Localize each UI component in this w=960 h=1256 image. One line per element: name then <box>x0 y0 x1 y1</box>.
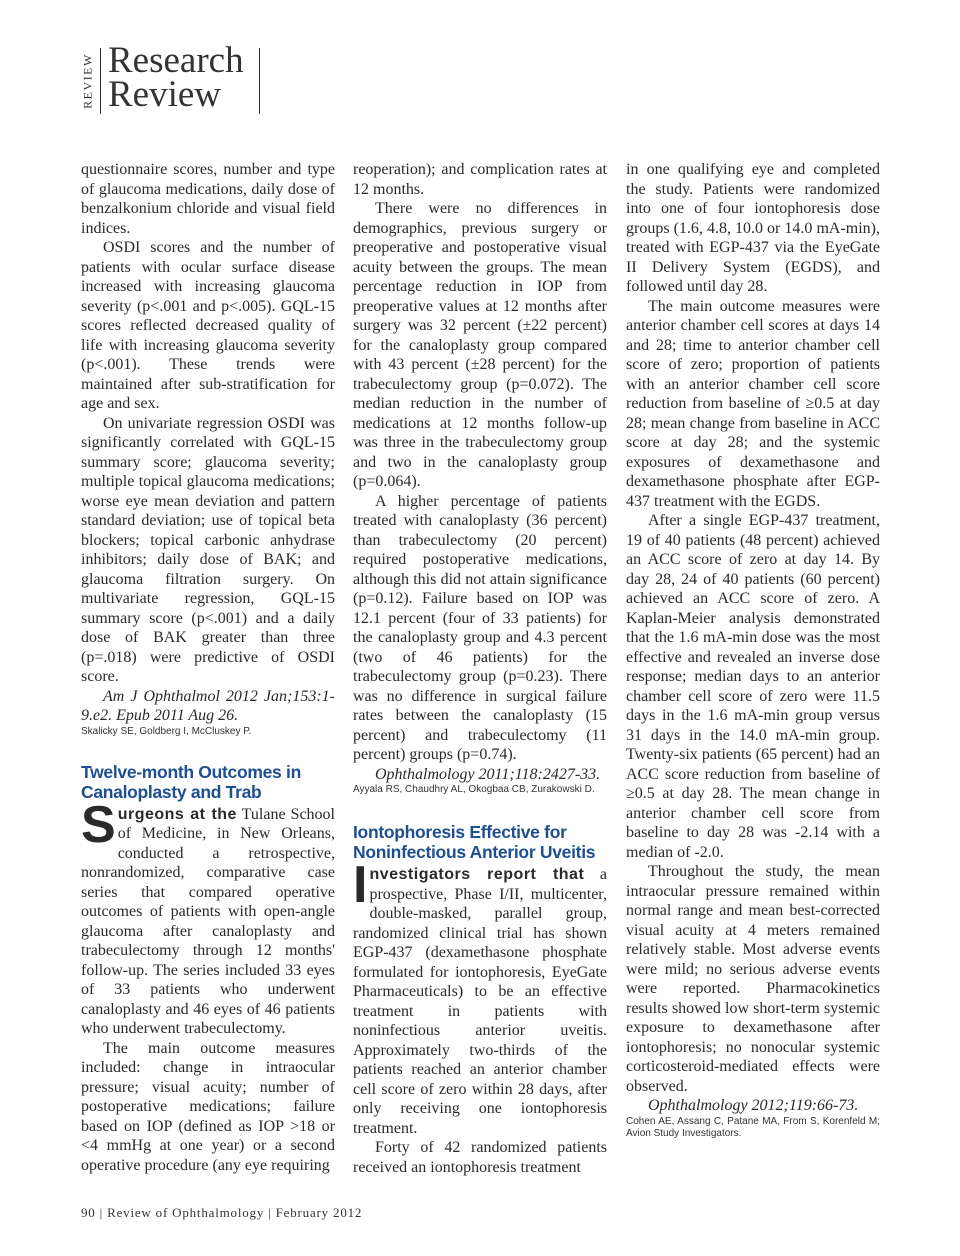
lead-in: urgeons at the <box>117 805 237 823</box>
article-heading: Iontophoresis Effective for Noninfectious Anterior Uveitis <box>353 822 596 862</box>
article-heading: Twelve-month Outcomes in Canaloplasty and Trab <box>81 761 302 802</box>
drop-cap: I <box>353 856 368 914</box>
section-vertical-label: REVIEW <box>80 53 95 109</box>
drop-cap: S <box>81 795 116 854</box>
masthead-rule-left <box>100 48 101 114</box>
paragraph: OSDI scores and the number of patients with ocular surface disease increased with increasing glaucoma severity (p<.001 and p<.005). GQL-15 scores reflected decreased quality of life with increasing glaucoma severity (p<.001). These trends were maintained after sub-stratification for age and sex. <box>81 239 335 412</box>
citation: Ophthalmology 2011;118:2427-33. <box>375 765 601 783</box>
column-2 <box>353 160 607 1177</box>
article-intro: Surgeons at the Tulane School of Medicine, in New Orleans, conducted a retrospective, nonrandomized, comparative case series that compared operative outcomes of patients with open-angle glaucoma after canaloplasty and trabeculectomy through 12 months' follow-up. The series included 33 eyes of 33 patients who underwent canaloplasty and 46 eyes of 46 patients who underwent trabeculectomy. <box>81 795 335 1037</box>
paragraph: There were no differences in demographics, previous surgery or preoperative and postoperative visual acuity between the groups. The mean percentage reduction in IOP from preoperative values at 12 months after surgery was 32 percent (±22 percent) for the canaloplasty group compared with 43 percent (±28 percent) for the trabeculectomy group (p=0.072). The median reduction in the number of medications at 12 months follow-up was three in the trabeculectomy group and two in the canaloplasty group (p=0.064). <box>353 200 607 490</box>
masthead-rule-right <box>259 48 260 114</box>
masthead-title: Research Review <box>108 40 244 115</box>
citation: Am J Ophthalmol 2012 Jan;153:1-9.e2. Epub 2011 Aug 26. <box>81 687 335 724</box>
column-1 <box>81 160 335 1175</box>
paragraph: Throughout the study, the mean intraocular pressure remained within normal range and mean best-corrected visual acuity at 4 meters remained relatively stable. Most adverse events were mild; no serious adverse events were reported. Pharmacokinetics results showed low short-term systemic exposure to dexamethasone after iontophoresis; no nonocular systemic corticosteroid-mediated effects were observed. <box>626 863 880 1095</box>
paragraph: Forty of 42 randomized patients received an iontophoresis treatment <box>353 1139 607 1176</box>
paragraph: The main outcome measures included: change in intraocular pressure; visual acuity; number of postoperative medications; failure based on IOP (defined as IOP >18 or <4 mmHg at one year) or a second operative procedure (any eye requiring <box>81 1039 335 1174</box>
authors: Cohen AE, Assang C, Patane MA, From S, Korenfeld M; Avion Study Investigators. <box>626 1115 880 1139</box>
paragraph: The main outcome measures were anterior chamber cell scores at days 14 and 28; time to anterior chamber cell score of zero; proportion of patients with an anterior chamber cell score reduction from baseline of ≥0.5 at day 28; mean change from baseline in ACC score at day 28; and the systemic exposures of dexamethasone and dexamethasone phosphate after EGP-437 treatment with the EGDS. <box>626 297 880 510</box>
lead-in: nvestigators report that <box>369 866 585 883</box>
paragraph: in one qualifying eye and completed the study. Patients were randomized into one of four iontophoresis dose groups (1.6, 4.8, 10.0 or 14.0 mA-min), treated with EGP-437 via the EyeGate II Delivery System (EGDS), and followed until day 28. <box>626 161 880 295</box>
page-footer: 90 | Review of Ophthalmology | February 2012 <box>81 1205 363 1220</box>
paragraph: questionnaire scores, number and type of glaucoma medications, daily dose of benzalkonium chloride and visual field indices. <box>81 161 335 237</box>
citation: Ophthalmology 2012;119:66-73. <box>648 1097 859 1114</box>
paragraph: On univariate regression OSDI was significantly correlated with GQL-15 summary score; glaucoma severity; multiple topical glaucoma medications; worse eye mean deviation and pattern standard deviation; use of topical beta blockers; topical carbonic anhydrase inhibitors; daily dose of BAK; and glaucoma filtration surgery. On multivariate regression, GQL-15 summary score (p<.001) and a daily dose of BAK greater than three (p=.018) were predictive of OSDI score. <box>81 414 335 685</box>
authors: Ayyala RS, Chaudhry AL, Okogbaa CB, Zurakowski D. <box>353 784 595 795</box>
paragraph: After a single EGP-437 treatment, 19 of 40 patients (48 percent) achieved an ACC score of zero at day 14. By day 28, 24 of 40 patients (60 percent) achieved an ACC score of zero. A Kaplan-Meier analysis demonstrated that the 1.6 mA-min dose was the most effective and revealed an inverse dose response; median days to an anterior chamber cell score of zero were 11.5 days in the 1.6 mA-min group versus 31 days in the 14.0 mA-min group. Twenty-six patients (65 percent) had an ACC score reduction from baseline of ≥0.5 at day 28. The mean change in anterior chamber cell score from baseline to day 28 was -2.14 with a median of -2.0. <box>626 512 880 861</box>
authors: Skalicky SE, Goldberg I, McCluskey P. <box>81 725 252 737</box>
column-3 <box>626 160 880 1140</box>
article-intro: Investigators report that a prospective, Phase I/II, multicenter, double-masked, parallel group, randomized clinical trial has shown EGP-437 (dexamethasone phosphate formulated for iontophoresis, EyeGate Pharmaceuticals) to be an effective treatment in patients with noninfectious anterior uveitis. Approximately two-thirds of the patients reached an anterior chamber cell score of zero within 28 days, after only receiving one iontophoresis treatment. <box>353 856 607 1137</box>
paragraph: reoperation); and complication rates at 12 months. <box>353 161 607 198</box>
paragraph: A higher percentage of patients treated with canaloplasty (36 percent) than trabeculectomy (20 percent) required postoperative medications, although this did not attain significance (p=0.12). Failure based on IOP was 12.1 percent (four of 33 patients) for the canaloplasty group and 4.3 percent (two of 46 patients) for the trabeculectomy group (p=0.23). There was no difference in surgical failure rates between the canaloplasty (15 percent) and trabeculectomy (11 percent) groups (p=0.74). <box>353 492 607 763</box>
